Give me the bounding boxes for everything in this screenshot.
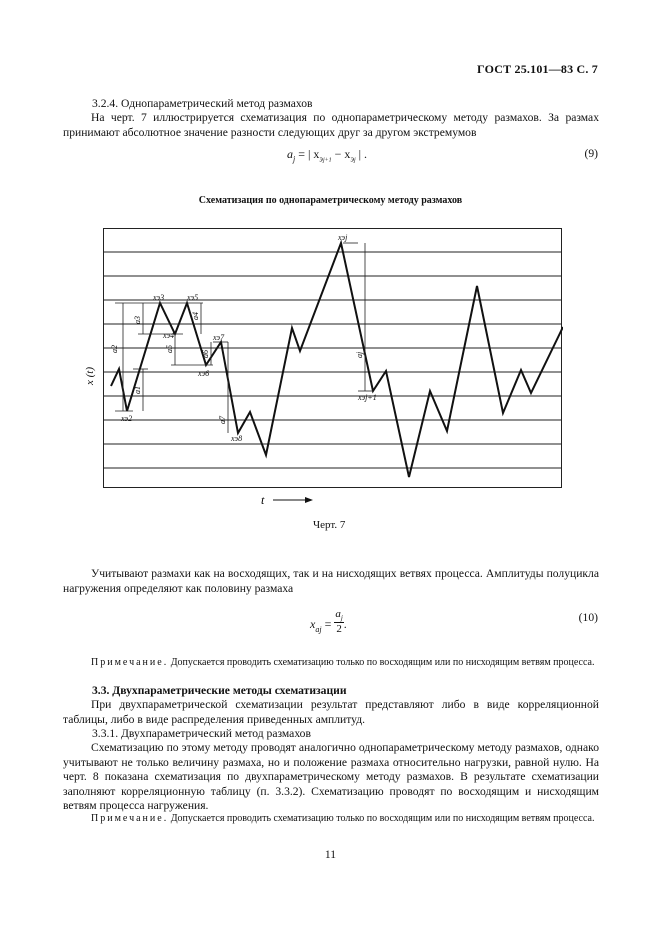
- label-xe2: xэ2: [121, 414, 133, 423]
- label-xe6: xэ6: [198, 369, 210, 378]
- label-a2: a2: [110, 345, 119, 353]
- label-a5: a5: [165, 345, 174, 353]
- figure-7-chart: [103, 228, 563, 548]
- x-axis-label: t: [261, 493, 265, 507]
- dimension-lines: [115, 243, 373, 433]
- paragraph-3: При двухпараметрической схематизации результат представляют либо в виде корреляционной таблицы, либо в виде распределения приведенных амплитуд.: [63, 698, 599, 726]
- note-1: Примечание. Допускается проводить схематизацию только по восходящим или по нисходящим ветвям процесса.: [91, 657, 595, 668]
- label-a3: a3: [133, 316, 142, 324]
- equation-9: $a_j$ = | $x_{эj+1} - x_{эj}$ | .: [287, 147, 368, 164]
- label-a1: a1: [133, 386, 142, 394]
- page-number: 11: [324, 848, 337, 861]
- label-xej: xэj: [338, 233, 348, 242]
- label-xe7: xэ7: [213, 333, 225, 342]
- label-xe4: xэ4: [163, 331, 175, 340]
- section-3-3-1-title: 3.3.1. Двухпараметрический метод размахов: [92, 727, 311, 740]
- label-a4: a4: [191, 312, 200, 320]
- paragraph-4: Схематизацию по этому методу проводят аналогично однопараметрическому методу размахов, однако учитывают не только величину размаха, но и положение размаха относительно нагрузки, равной нулю. На черт. 8 показана схематизация по двухпараметрическому методу размахов. В результате схематизации заполняют корреляционную таблицу (п. 3.3.2). Схематизацию проводят по восходящим и нисходящим ветвям процесса нагружения.: [63, 741, 599, 813]
- label-xe5: xэ5: [187, 293, 199, 302]
- equation-10: $x_{aj}$ = $\frac{a_j}{2}$ .: [310, 608, 347, 636]
- section-3-3-title: 3.3. Двухпараметрические методы схематизации: [92, 684, 347, 697]
- paragraph-1: На черт. 7 иллюстрируется схематизация по однопараметрическому методу размахов. За размах принимают абсолютное значение разности следующих друг за другом экстремумов: [63, 111, 599, 139]
- equation-9-number: (9): [584, 147, 598, 160]
- label-xe3: xэ3: [153, 293, 165, 302]
- note-2: Примечание. Допускается проводить схематизацию только по восходящим или по нисходящим ветвям процесса.: [91, 813, 595, 824]
- paragraph-2: Учитывают размахи как на восходящих, так и на нисходящих ветвях процесса. Амплитуды полуцикла нагружения определяют как половину размаха: [63, 567, 599, 595]
- label-aj: aj: [355, 351, 364, 358]
- figure-title: Схематизация по однопараметрическому методу размахов: [198, 195, 463, 206]
- label-a6: a6: [201, 350, 210, 358]
- section-3-2-4-title: 3.2.4. Однопараметрический метод размахов: [92, 97, 313, 110]
- label-xej1: xэj+1: [358, 393, 377, 402]
- equation-10-number: (10): [578, 611, 598, 624]
- x-axis-arrowhead: [305, 497, 313, 503]
- page-header: ГОСТ 25.101—83 С. 7: [477, 62, 598, 76]
- label-a7: a7: [218, 416, 227, 424]
- y-axis-label-outer: x (t): [84, 366, 96, 385]
- process-curve: [111, 243, 563, 477]
- figure-caption: Черт. 7: [313, 519, 346, 531]
- label-xe8: xэ8: [231, 434, 243, 443]
